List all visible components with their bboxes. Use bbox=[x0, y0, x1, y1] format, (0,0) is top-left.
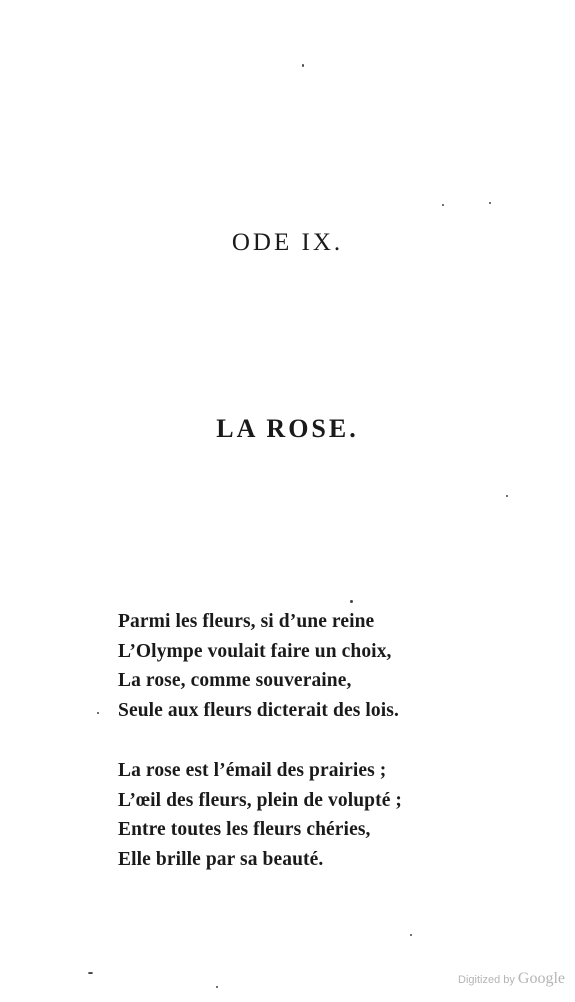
stanza bbox=[118, 756, 402, 874]
verse-line: La rose, comme souveraine, bbox=[118, 670, 352, 691]
verse-line: Parmi les fleurs, si d’une reine bbox=[118, 611, 375, 632]
watermark-brand: Google bbox=[517, 970, 565, 987]
verse-line: Entre toutes les fleurs chéries, bbox=[118, 819, 371, 840]
scan-speck bbox=[410, 934, 412, 936]
scan-speck bbox=[302, 64, 304, 67]
scan-speck bbox=[350, 600, 353, 603]
scan-speck bbox=[97, 712, 99, 714]
scan-speck bbox=[489, 202, 491, 204]
scan-speck bbox=[442, 204, 444, 206]
scan-speck bbox=[88, 972, 93, 974]
stanza bbox=[118, 607, 399, 725]
scan-speck bbox=[216, 986, 218, 988]
digitized-watermark bbox=[458, 970, 565, 988]
verse-line: La rose est l’émail des prairies ; bbox=[118, 760, 387, 781]
scan-speck bbox=[506, 495, 508, 497]
verse-line: Seule aux fleurs dicterait des lois. bbox=[118, 699, 399, 721]
verse-line: L’Olympe voulait faire un choix, bbox=[118, 640, 392, 662]
verse-line: Elle brille par sa beauté. bbox=[118, 848, 324, 870]
watermark-prefix: Digitized by bbox=[458, 974, 515, 986]
ode-title: ODE IX. bbox=[231, 229, 344, 256]
poem-title: LA ROSE. bbox=[216, 414, 359, 443]
verse-line: L’œil des fleurs, plein de volupté ; bbox=[118, 789, 403, 811]
